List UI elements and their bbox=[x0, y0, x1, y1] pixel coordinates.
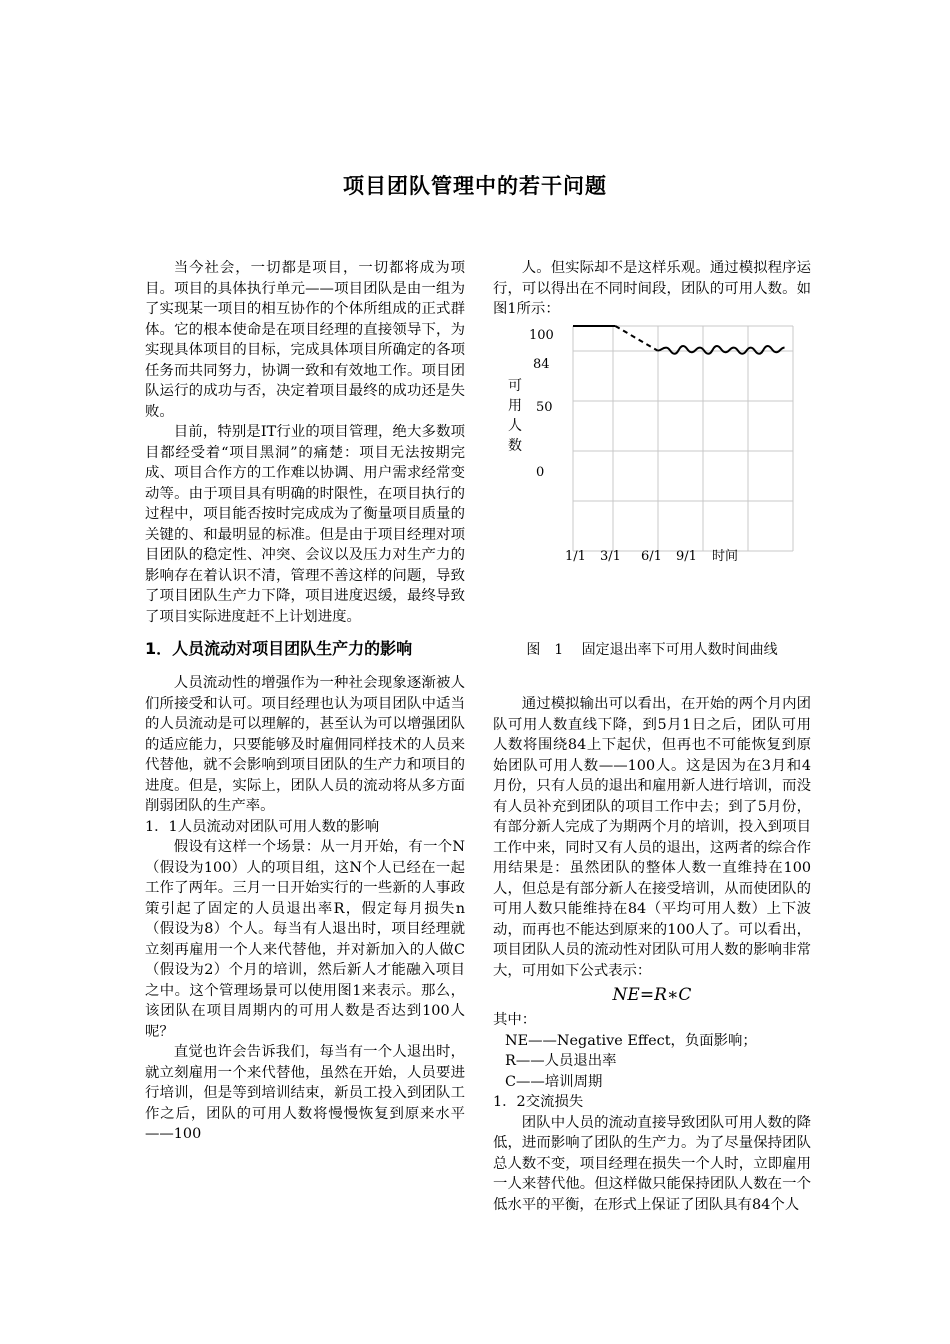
x-tick-label: 3/1 bbox=[600, 548, 621, 564]
chart-svg bbox=[493, 320, 811, 640]
definition-c: C——培训周期 bbox=[505, 1073, 603, 1090]
y-axis-label-char: 用 bbox=[508, 397, 522, 414]
series-line-decline bbox=[615, 326, 657, 351]
chart-lines bbox=[573, 326, 785, 354]
y-tick-label: 0 bbox=[536, 464, 545, 480]
chart-labels bbox=[508, 328, 738, 564]
y-axis-label-char: 数 bbox=[508, 437, 522, 454]
paragraph: 假设有这样一个场景：从一月开始，有一个N（假设为100）人的项目组，这N个人已经在一起工作了两年。三月一日开始实行的一些新的人事政策引起了固定的人员退出率R，假定每月损失n（假设为8）个人。每当有人退出时，项目经理就立刻再雇用一个人来代替他，并对新加入的人做C（假设为2）个月的培训，然后新人才能融入项目之中。这个管理场景可以使用图1来表示。那么，该团队在项目周期内的可用人数是否达到100人呢？ bbox=[145, 839, 465, 1040]
y-tick-label: 84 bbox=[533, 356, 550, 372]
section-heading: 1．人员流动对项目团队生产力的影响 bbox=[145, 639, 413, 658]
figure-caption: 图 1 固定退出率下可用人数时间曲线 bbox=[526, 641, 778, 658]
paragraph: 直觉也许会告诉我们，每当有一个人退出时，就立刻雇用一个来代替他，虽然在开始，人员要进行培训，但是等到培训结束，新员工投入到团队工作之后，团队的可用人数将慢慢恢复到原来水平——100 bbox=[145, 1044, 465, 1142]
paragraph: 团队中人员的流动直接导致团队可用人数的降低，进而影响了团队的生产力。为了尽量保持团队总人数不变，项目经理在损失一个人时，立即雇用一人来替代他。但这样做只能保持团队人数在一个低水平的平衡，在形式上保证了团队具有84个人 bbox=[493, 1114, 811, 1213]
paragraph: 人员流动性的增强作为一种社会现象逐渐被人们所接受和认可。项目经理也认为项目团队中适当的人员流动是可以理解的，甚至认为可以增强团队的适应能力，只要能够及时雇佣同样技术的人员来代替他，就不会影响到项目团队的生产力和项目的进度。但是，实际上，团队人员的流动将从多方面削弱团队的生产率。 bbox=[145, 675, 465, 814]
page-title: 项目团队管理中的若干问题 bbox=[343, 174, 607, 198]
y-axis-label-char: 可 bbox=[508, 377, 522, 394]
paragraph: 目前，特别是IT行业的项目管理，绝大多数项目都经受着“项目黑洞”的痛楚：项目无法按期完成、项目合作方的工作难以协调、用户需求经常变动等。由于项目具有明确的时限性，在项目执行的过程中，项目能否按时完成成为了衡量项目质量的关键的、和最明显的标准。但是由于项目经理对项目团队的稳定性、冲突、会议以及压力对生产力的影响存在着认识不清，管理不善这样的问题，导致了项目团队生产力下降，项目进度迟缓，最终导致了项目实际进度赶不上计划进度。 bbox=[145, 424, 465, 625]
definition-r: R——人员退出率 bbox=[505, 1053, 617, 1069]
x-axis-label: 时间 bbox=[712, 548, 739, 564]
paragraph: 通过模拟输出可以看出，在开始的两个月内团队可用人数直线下降，到5月1日之后，团队可用人数将围绕84上下起伏，但再也不可能恢复到原始团队可用人数——100人。这是因为在3月和4月份，只有人员的退出和雇用新人进行培训，而没有人员补充到团队的项目工作中去；到了5月份，有部分新人完成了为期两个月的培训，投入到项目工作中来，同时又有人员的退出，这两者的综合作用结果是：虽然团队的整体人数一直维持在100人，但总是有部分新人在接受培训，从而使团队的可用人数只能维持在84（平均可用人数）上下波动，而再也不能达到原来的100人了。可以看出，项目团队人员的流动性对团队可用人数的影响非常大，可用如下公式表示： bbox=[493, 696, 811, 979]
left-column bbox=[145, 258, 465, 1145]
chart-grid bbox=[573, 326, 793, 551]
where-label: 其中： bbox=[493, 1012, 537, 1028]
right-column bbox=[493, 258, 811, 1215]
formula: NE=R∗C bbox=[612, 985, 692, 1005]
definition-ne: NE——Negative Effect，负面影响； bbox=[505, 1032, 757, 1049]
y-axis-label-char: 人 bbox=[508, 417, 522, 434]
y-tick-label: 100 bbox=[529, 327, 554, 343]
paragraph: 人。但实际却不是这样乐观。通过模拟程序运行，可以得出在不同时间段，团队的可用人数。如图1所示： bbox=[493, 260, 811, 317]
series-line-fluctuation bbox=[658, 346, 785, 354]
headcount-chart bbox=[493, 320, 811, 640]
paragraph: 当今社会，一切都是项目，一切都将成为项目。项目的具体执行单元——项目团队是由一组为了实现某一项目的相互协作的个体所组成的正式群体。它的根本使命是在项目经理的直接领导下，为实现具体项目的目标，完成具体项目所确定的各项任务而共同努力，协调一致和有效地工作。项目团队运行的成功与否，决定着项目最终的成功还是失败。 bbox=[145, 260, 465, 420]
x-tick-label: 6/1 bbox=[641, 548, 662, 564]
y-tick-label: 50 bbox=[536, 399, 553, 415]
x-tick-label: 1/1 bbox=[565, 548, 586, 564]
subsection-heading: 1．2交流损失 bbox=[493, 1094, 584, 1110]
subsection-heading: 1．1人员流动对团队可用人数的影响 bbox=[145, 818, 380, 835]
x-tick-label: 9/1 bbox=[676, 548, 697, 564]
